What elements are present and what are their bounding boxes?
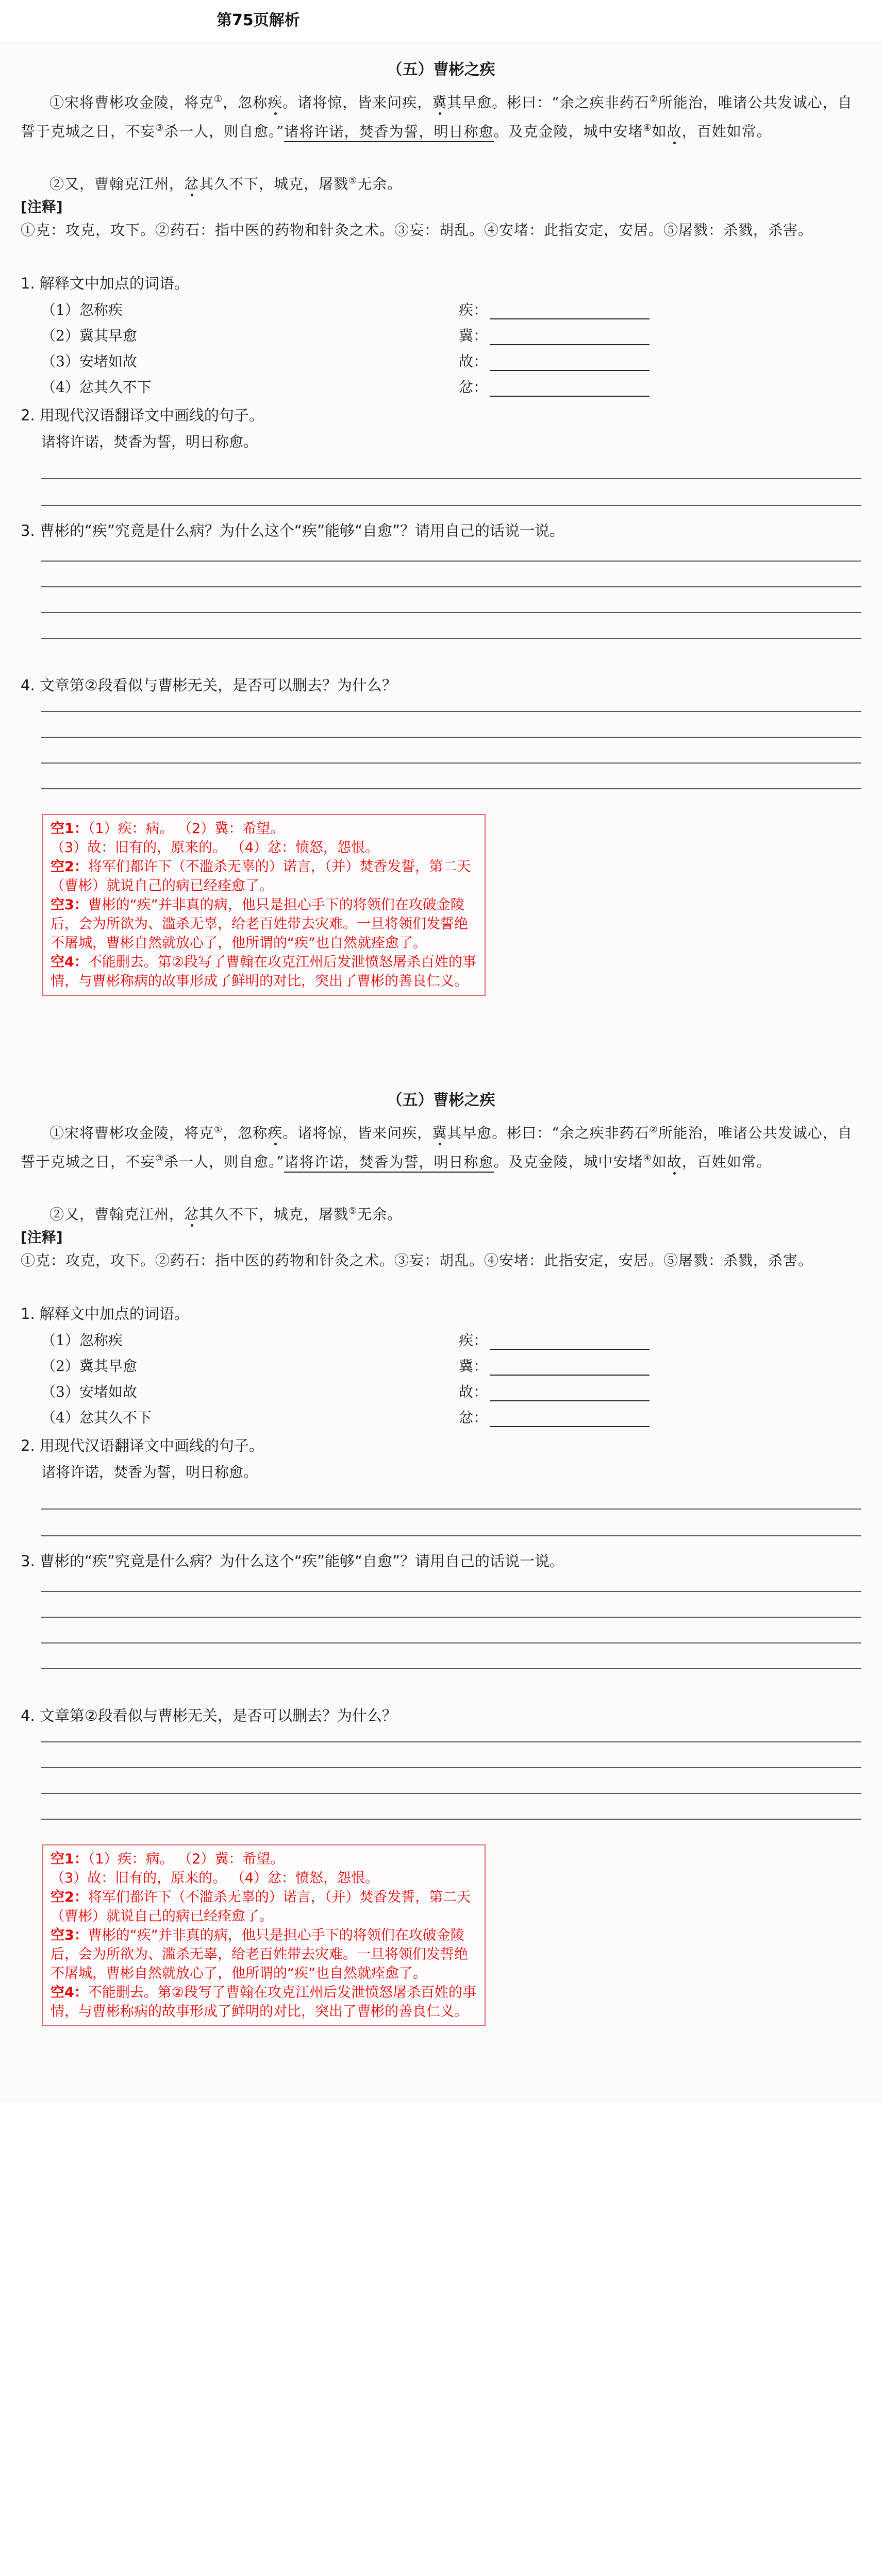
answer-tag: 空4： — [51, 1985, 88, 2001]
question-3: 3. 曹彬的“疾”究竟是什么病？为什么这个“疾”能够“自愈”？请用自己的话说一说。 — [21, 522, 565, 539]
text-run: ， — [223, 1124, 238, 1142]
q1-blank-3[interactable] — [459, 350, 650, 371]
q1-item-1: （1）忽称疾 — [41, 1332, 123, 1349]
dotted-word: 冀 — [432, 1124, 447, 1142]
answer-rule[interactable] — [41, 478, 861, 479]
passage-title: （五）曹彬之疾 — [387, 61, 495, 79]
blank-label: 疾： — [459, 301, 488, 318]
answer-text: （1）疾：病。 （2）冀：希望。 — [88, 1851, 285, 1867]
text-run: 其早愈。彬曰：“余之疾非药石 — [447, 94, 650, 111]
question-1: 1. 解释文中加点的词语。 — [21, 1305, 189, 1323]
blank-label: 忿： — [459, 1409, 488, 1426]
footnote-mark: ② — [649, 1124, 658, 1135]
answer-rule[interactable] — [41, 1819, 861, 1820]
answer-line[interactable] — [490, 1334, 650, 1350]
answer-4 — [51, 1983, 477, 2021]
text-run: ，百姓如常。 — [681, 123, 772, 140]
answer-rule[interactable] — [41, 737, 861, 738]
text-run: 。诸将惊，皆来问疾， — [282, 94, 432, 111]
answer-1 — [51, 1850, 477, 1869]
answer-2 — [51, 1888, 477, 1926]
text-run: 称 — [253, 94, 268, 111]
answer-rule[interactable] — [41, 638, 861, 639]
answer-tag: 空3： — [51, 1927, 88, 1943]
answer-rule[interactable] — [41, 1591, 861, 1592]
text-run: ①宋将曹彬攻金陵，将克 — [49, 94, 214, 111]
footnote-mark: ③ — [155, 1153, 164, 1164]
blank-label: 故： — [459, 1383, 488, 1400]
footnote-mark: ⑤ — [348, 175, 358, 186]
answer-rule[interactable] — [41, 561, 861, 562]
footnote-mark: ④ — [643, 123, 652, 134]
answer-tag: 空2： — [51, 859, 88, 875]
q1-item-4: （4）忿其久不下 — [41, 1409, 152, 1426]
text-run: 忽 — [238, 1124, 253, 1142]
text-run: 杀一人，则自愈。” — [164, 1153, 285, 1171]
page-title: 第75页解析 — [217, 11, 300, 29]
answer-rule[interactable] — [41, 505, 861, 506]
q1-blank-4[interactable] — [459, 376, 650, 397]
dotted-word: 故 — [667, 1153, 682, 1171]
dotted-word: 冀 — [432, 94, 447, 111]
passage-title: （五）曹彬之疾 — [387, 1091, 495, 1109]
exercise-section-2 — [0, 1072, 882, 2102]
dotted-word: 故 — [667, 123, 682, 140]
answer-rule[interactable] — [41, 1617, 861, 1618]
notes-text: ①克：攻克，攻下。②药石：指中医的药物和针灸之术。③妄：胡乱。④安堵：此指安定，安居。⑤屠戮：杀戮，杀害。 — [21, 1252, 813, 1269]
text-run: 所能治，唯诸公共发诚心，自誓于克城之日，不妄 — [21, 94, 853, 140]
answer-1 — [51, 819, 477, 838]
underlined-sentence: 诸将许诺，焚香为誓，明日称愈 — [284, 123, 493, 142]
question-2: 2. 用现代汉语翻译文中画线的句子。 — [21, 1437, 264, 1454]
text-run: 杀一人，则自愈。” — [164, 123, 285, 140]
passage-paragraph-2 — [21, 1198, 861, 1227]
answer-rule[interactable] — [41, 586, 861, 587]
footnote-mark: ② — [649, 94, 658, 105]
question-1: 1. 解释文中加点的词语。 — [21, 275, 189, 292]
answer-rule[interactable] — [41, 1668, 861, 1669]
text-run: 忽 — [238, 94, 253, 111]
text-run: 无余。 — [357, 175, 403, 193]
answer-box — [42, 1844, 486, 2026]
answer-text: 曹彬的“疾”并非真的病，他只是担心手下的将领们在攻破金陵后，会为所欲为、滥杀无辜，给老百姓带去灾难。一旦将领们发誓绝不屠城，曹彬自然就放心了，他所谓的“疾”也自然就痊愈了。 — [51, 897, 468, 951]
question-4: 4. 文章第②段看似与曹彬无关，是否可以删去？为什么？ — [21, 676, 397, 694]
footnote-mark: ① — [214, 1124, 223, 1135]
answer-line[interactable] — [490, 1412, 650, 1427]
text-run: 如 — [652, 1153, 667, 1171]
blank-label: 忿： — [459, 379, 488, 396]
answer-2 — [51, 857, 477, 895]
q1-blank-3[interactable] — [459, 1381, 650, 1401]
footnote-mark: ④ — [643, 1153, 652, 1164]
q1-item-2: （2）冀其早愈 — [41, 1358, 137, 1375]
exercise-section-1 — [0, 41, 882, 1072]
q1-blank-4[interactable] — [459, 1406, 650, 1427]
notes-heading: [ 注释 ] — [21, 1226, 63, 1247]
footnote-mark: ③ — [155, 123, 164, 134]
dotted-word: 忿 — [184, 1206, 199, 1223]
q1-item-3: （3）安堵如故 — [41, 1383, 137, 1400]
answer-tag: 空3： — [51, 897, 88, 913]
passage-paragraph-2 — [21, 168, 861, 197]
q1-blank-2[interactable] — [459, 325, 650, 345]
answer-line[interactable] — [490, 381, 650, 397]
q1-item-1: （1）忽称疾 — [41, 301, 123, 318]
q1-blank-1[interactable] — [459, 299, 650, 319]
text-run: 所能治，唯诸公共发诚心，自誓于克城之日，不妄 — [21, 1124, 853, 1171]
answer-tag: 空1： — [51, 1851, 88, 1867]
answer-text: 将军们都许下（不滥杀无辜的）诺言，（并）焚香发誓，第二天（曹彬）就说自己的病已经痊愈了。 — [51, 859, 471, 894]
text-run: ①宋将曹彬攻金陵，将克 — [49, 1124, 214, 1142]
answer-line[interactable] — [490, 304, 650, 319]
answer-rule[interactable] — [41, 612, 861, 613]
answer-line[interactable] — [490, 1360, 650, 1376]
text-run: ②又，曹翰克江州， — [49, 175, 185, 193]
answer-text: 不能删去。第②段写了曹翰在攻克江州后发泄愤怒屠杀百姓的事情，与曹彬称病的故事形成了鲜明的对比，突出了曹彬的善良仁义。 — [51, 954, 477, 989]
q1-item-4: （4）忿其久不下 — [41, 379, 152, 396]
text-run: 其久不下，城克，屠戮 — [199, 1206, 349, 1223]
footnote-mark: ① — [214, 94, 223, 105]
text-run: ，百姓如常。 — [681, 1153, 772, 1171]
q1-blank-1[interactable] — [459, 1329, 650, 1350]
answer-rule[interactable] — [41, 1509, 861, 1510]
text-run: 称 — [253, 1124, 268, 1142]
answer-text: （1）疾：病。 （2）冀：希望。 — [88, 821, 285, 837]
answer-tag: 空2： — [51, 1889, 88, 1905]
text-run: ， — [223, 94, 238, 111]
answer-rule[interactable] — [41, 1741, 861, 1742]
answer-rule[interactable] — [41, 788, 861, 789]
answer-tag: 空4： — [51, 954, 88, 970]
blank-label: 疾： — [459, 1332, 488, 1349]
answer-rule[interactable] — [41, 762, 861, 764]
answer-4 — [51, 953, 477, 991]
dotted-word: 忿 — [184, 175, 199, 193]
q2-sentence: 诸将许诺，焚香为誓，明日称愈。 — [41, 1464, 258, 1481]
question-2: 2. 用现代汉语翻译文中画线的句子。 — [21, 406, 264, 424]
text-run: 。及克金陵，城中安堵 — [493, 1153, 643, 1171]
answer-1-line-2: （3）故：旧有的，原来的。 （4）忿：愤怒，怨恨。 — [51, 1870, 379, 1886]
q1-item-2: （2）冀其早愈 — [41, 327, 137, 344]
text-run: ②又，曹翰克江州， — [49, 1206, 185, 1223]
q2-sentence: 诸将许诺，焚香为誓，明日称愈。 — [41, 433, 258, 450]
answer-rule[interactable] — [41, 1535, 861, 1536]
answer-rule[interactable] — [41, 1642, 861, 1643]
answer-1-line-2: （3）故：旧有的，原来的。 （4）忿：愤怒，怨恨。 — [51, 840, 379, 856]
text-run: 如 — [652, 123, 667, 140]
dotted-word: 疾 — [268, 94, 283, 111]
answer-3 — [51, 895, 477, 953]
notes-heading: [ 注释 ] — [21, 196, 63, 216]
passage-paragraph-1 — [21, 87, 861, 145]
answer-box — [42, 814, 486, 996]
blank-label: 冀： — [459, 1358, 488, 1375]
answer-line[interactable] — [490, 1386, 650, 1401]
blank-label: 故： — [459, 353, 488, 370]
underlined-sentence: 诸将许诺，焚香为誓，明日称愈 — [284, 1154, 493, 1173]
passage-paragraph-1 — [21, 1117, 861, 1175]
answer-rule[interactable] — [41, 711, 861, 712]
question-4: 4. 文章第②段看似与曹彬无关，是否可以删去？为什么？ — [21, 1707, 397, 1724]
question-3: 3. 曹彬的“疾”究竟是什么病？为什么这个“疾”能够“自愈”？请用自己的话说一说。 — [21, 1552, 565, 1570]
text-run: 无余。 — [357, 1206, 403, 1223]
text-run: 。及克金陵，城中安堵 — [493, 123, 643, 140]
answer-text: 将军们都许下（不滥杀无辜的）诺言，（并）焚香发誓，第二天（曹彬）就说自己的病已经痊愈了。 — [51, 1889, 471, 1924]
dotted-word: 疾 — [268, 1124, 283, 1142]
notes-text: ①克：攻克，攻下。②药石：指中医的药物和针灸之术。③妄：胡乱。④安堵：此指安定，安居。⑤屠戮：杀戮，杀害。 — [21, 222, 813, 239]
text-run: 。诸将惊，皆来问疾， — [282, 1124, 432, 1142]
answer-tag: 空1： — [51, 821, 88, 837]
text-run: 其早愈。彬曰：“余之疾非药石 — [447, 1124, 650, 1142]
answer-rule[interactable] — [41, 1793, 861, 1794]
answer-3 — [51, 1926, 477, 1983]
answer-text: 曹彬的“疾”并非真的病，他只是担心手下的将领们在攻破金陵后，会为所欲为、滥杀无辜，给老百姓带去灾难。一旦将领们发誓绝不屠城，曹彬自然就放心了，他所谓的“疾”也自然就痊愈了。 — [51, 1927, 468, 1981]
answer-line[interactable] — [490, 330, 650, 345]
answer-line[interactable] — [490, 355, 650, 371]
answer-rule[interactable] — [41, 1767, 861, 1768]
text-run: 其久不下，城克，屠戮 — [199, 175, 349, 193]
answer-text: 不能删去。第②段写了曹翰在攻克江州后发泄愤怒屠杀百姓的事情，与曹彬称病的故事形成了鲜明的对比，突出了曹彬的善良仁义。 — [51, 1985, 477, 2020]
q1-blank-2[interactable] — [459, 1355, 650, 1376]
blank-label: 冀： — [459, 327, 488, 344]
footnote-mark: ⑤ — [348, 1206, 358, 1216]
q1-item-3: （3）安堵如故 — [41, 353, 137, 370]
